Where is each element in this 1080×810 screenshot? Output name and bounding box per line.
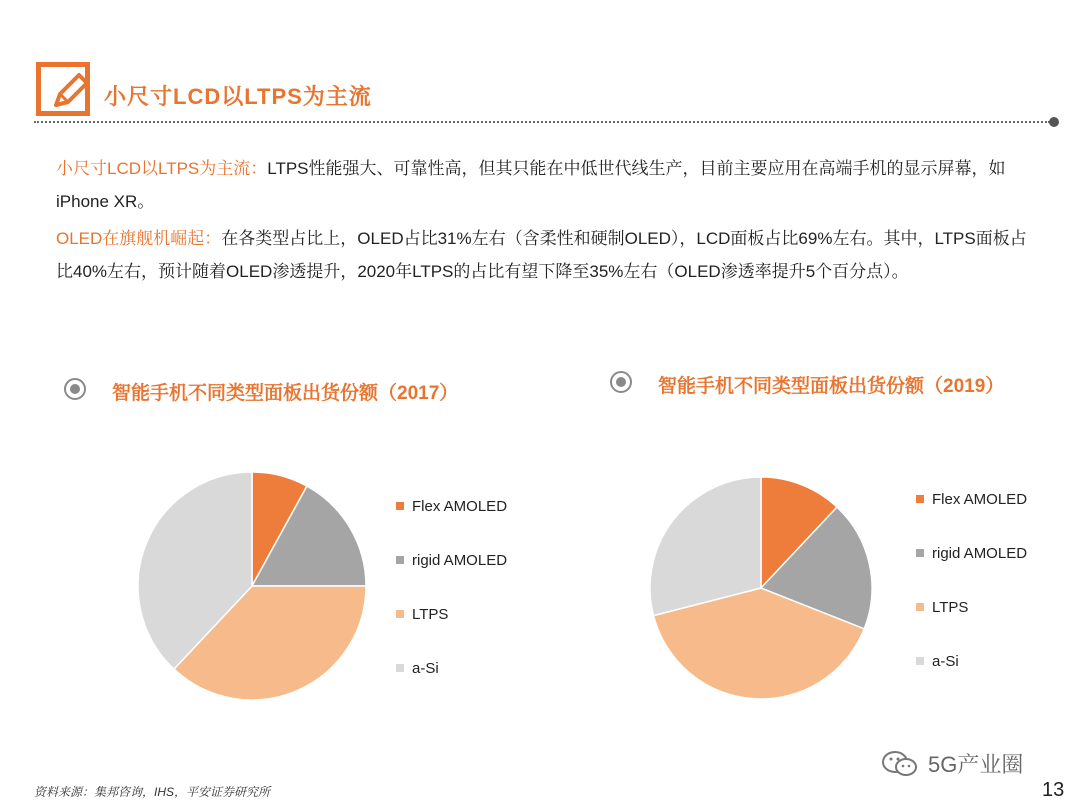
legend-swatch [396,502,404,510]
radio-bullet-icon [610,371,632,393]
wechat-icon [880,749,920,779]
paragraph-text: LTPS性能强大、可靠性高，但其只能在中低世代线生产，目前主要应用在高端手机的显示屏幕，如iPhone XR。 [56,159,1006,211]
legend-item [916,491,1027,508]
legend-item [396,498,507,515]
header-divider [34,121,1050,123]
legend-swatch [396,610,404,618]
legend-item [396,552,507,569]
legend-swatch [916,549,924,557]
pencil-logo-icon [36,62,90,116]
legend-label: LTPS [412,606,449,623]
legend-item [396,660,439,677]
legend-item [916,653,959,670]
legend-swatch [916,495,924,503]
source-note: 资料来源：集邦咨询，IHS，平安证券研究所 [34,785,271,799]
paragraph-ltps [56,152,1036,218]
watermark-text: 5G产业圈 [928,752,1024,777]
pie-chart-2017 [138,472,366,700]
chart-title-2019: 智能手机不同类型面板出货份额（2019） [658,376,1005,397]
page-title: 小尺寸LCD以LTPS为主流 [104,84,372,109]
pie-chart-2019 [650,477,872,699]
legend-swatch [916,603,924,611]
paragraph-oled [56,222,1036,288]
legend-item [396,606,448,623]
radio-bullet-icon [64,378,86,400]
legend-label: Flex AMOLED [932,491,1028,508]
chart-title-2017: 智能手机不同类型面板出货份额（2017） [112,383,459,404]
paragraph-lead: 小尺寸LCD以LTPS为主流： [56,159,268,178]
legend-label: LTPS [932,599,969,616]
legend-2017 [396,498,566,698]
legend-swatch [396,664,404,672]
legend-label: Flex AMOLED [412,498,508,515]
legend-label: a-Si [412,660,439,677]
divider-end-dot [1049,117,1059,127]
paragraph-lead: OLED在旗舰机崛起： [56,229,222,248]
page-number: 13 [1042,779,1065,801]
legend-swatch [916,657,924,665]
legend-item [916,599,968,616]
legend-swatch [396,556,404,564]
legend-label: rigid AMOLED [412,552,508,569]
paragraph-text: 在各类型占比上，OLED占比31%左右（含柔性和硬制OLED），LCD面板占比69%左右。其中，LTPS面板占比40%左右，预计随着OLED渗透提升，2020年LTPS的占比有望下降至35%左右（OLED渗透率提升5个百分点）。 [56,229,1027,281]
legend-label: rigid AMOLED [932,545,1028,562]
legend-label: a-Si [932,653,959,670]
legend-2019 [916,491,1066,691]
legend-item [916,545,1027,562]
